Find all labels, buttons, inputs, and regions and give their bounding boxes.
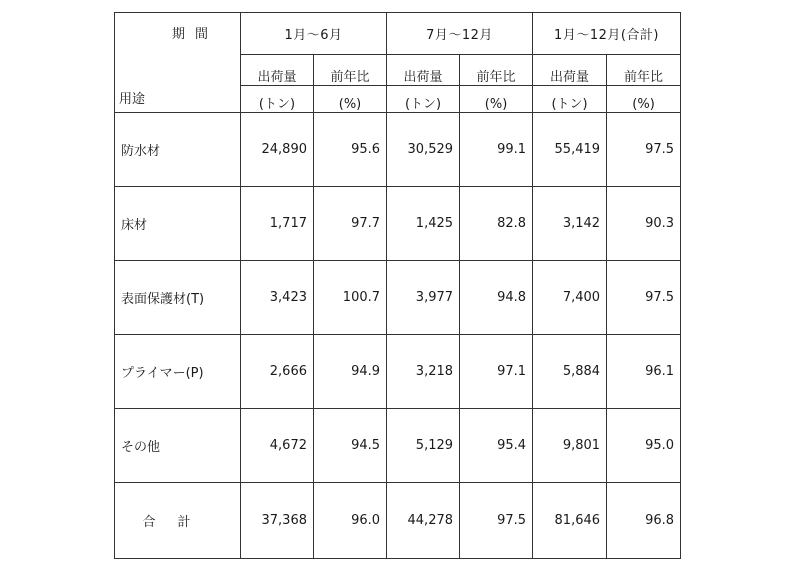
shipment-h1-cell: 24,890 — [241, 113, 314, 187]
table-row — [115, 261, 681, 335]
yoy-total-cell: 96.1 — [607, 335, 681, 409]
usage-header-label: 用途 — [119, 92, 146, 108]
shipment-h2-total-cell: 44,278 — [387, 482, 460, 558]
period-h1-header: 1月～6月 — [241, 13, 387, 55]
shipment-h1-cell: 3,423 — [241, 261, 314, 335]
period-h2-header: 7月～12月 — [387, 13, 533, 55]
shipment-h1-cell: 2,666 — [241, 335, 314, 409]
shipment-h2-cell: 30,529 — [387, 113, 460, 187]
corner-header-cell — [115, 13, 241, 113]
yoy-column-header: 前年比 — [460, 54, 533, 85]
shipment-h2-cell: 5,129 — [387, 409, 460, 483]
yoy-h1-cell: 94.9 — [314, 335, 387, 409]
row-label: その他 — [115, 409, 241, 483]
shipment-total-cell: 3,142 — [533, 187, 607, 261]
shipment-total-cell: 7,400 — [533, 261, 607, 335]
shipment-column-header: 出荷量 — [241, 54, 314, 85]
shipment-h1-cell: 1,717 — [241, 187, 314, 261]
unit-percent-label: (%) — [607, 85, 681, 112]
table-row — [115, 187, 681, 261]
shipment-total-cell: 55,419 — [533, 113, 607, 187]
shipment-h2-cell: 3,218 — [387, 335, 460, 409]
total-row-label: 合計 — [115, 482, 241, 558]
period-total-header: 1月～12月(合計) — [533, 13, 681, 55]
unit-percent-label: (%) — [314, 85, 387, 112]
table-row — [115, 113, 681, 187]
row-label: 表面保護材(T) — [115, 261, 241, 335]
period-header-label: 期間 — [171, 27, 218, 42]
shipment-h1-total-cell: 37,368 — [241, 482, 314, 558]
yoy-h1-cell: 94.5 — [314, 409, 387, 483]
yoy-h1-total-cell: 96.0 — [314, 482, 387, 558]
yoy-year-total-cell: 96.8 — [607, 482, 681, 558]
yoy-h2-cell: 99.1 — [460, 113, 533, 187]
yoy-h2-cell: 97.1 — [460, 335, 533, 409]
yoy-column-header: 前年比 — [607, 54, 681, 85]
yoy-h1-cell: 95.6 — [314, 113, 387, 187]
yoy-total-cell: 97.5 — [607, 261, 681, 335]
row-label: 防水材 — [115, 113, 241, 187]
yoy-h2-cell: 94.8 — [460, 261, 533, 335]
shipment-column-header: 出荷量 — [387, 54, 460, 85]
shipment-year-total-cell: 81,646 — [533, 482, 607, 558]
shipment-h2-cell: 1,425 — [387, 187, 460, 261]
row-label: 床材 — [115, 187, 241, 261]
yoy-total-cell: 95.0 — [607, 409, 681, 483]
header-row-periods — [115, 13, 681, 55]
yoy-h2-cell: 95.4 — [460, 409, 533, 483]
shipment-total-cell: 5,884 — [533, 335, 607, 409]
unit-ton-label: (トン) — [533, 85, 607, 112]
table-row — [115, 409, 681, 483]
table-row — [115, 335, 681, 409]
shipment-column-header: 出荷量 — [533, 54, 607, 85]
yoy-total-cell: 97.5 — [607, 113, 681, 187]
yoy-h1-cell: 97.7 — [314, 187, 387, 261]
yoy-column-header: 前年比 — [314, 54, 387, 85]
yoy-h2-cell: 82.8 — [460, 187, 533, 261]
row-label: プライマー(P) — [115, 335, 241, 409]
unit-percent-label: (%) — [460, 85, 533, 112]
shipment-h1-cell: 4,672 — [241, 409, 314, 483]
unit-ton-label: (トン) — [241, 85, 314, 112]
shipment-table — [114, 12, 681, 559]
yoy-h1-cell: 100.7 — [314, 261, 387, 335]
shipment-h2-cell: 3,977 — [387, 261, 460, 335]
shipment-table-sheet — [114, 12, 680, 559]
shipment-total-cell: 9,801 — [533, 409, 607, 483]
unit-ton-label: (トン) — [387, 85, 460, 112]
yoy-total-cell: 90.3 — [607, 187, 681, 261]
total-row — [115, 482, 681, 558]
yoy-h2-total-cell: 97.5 — [460, 482, 533, 558]
